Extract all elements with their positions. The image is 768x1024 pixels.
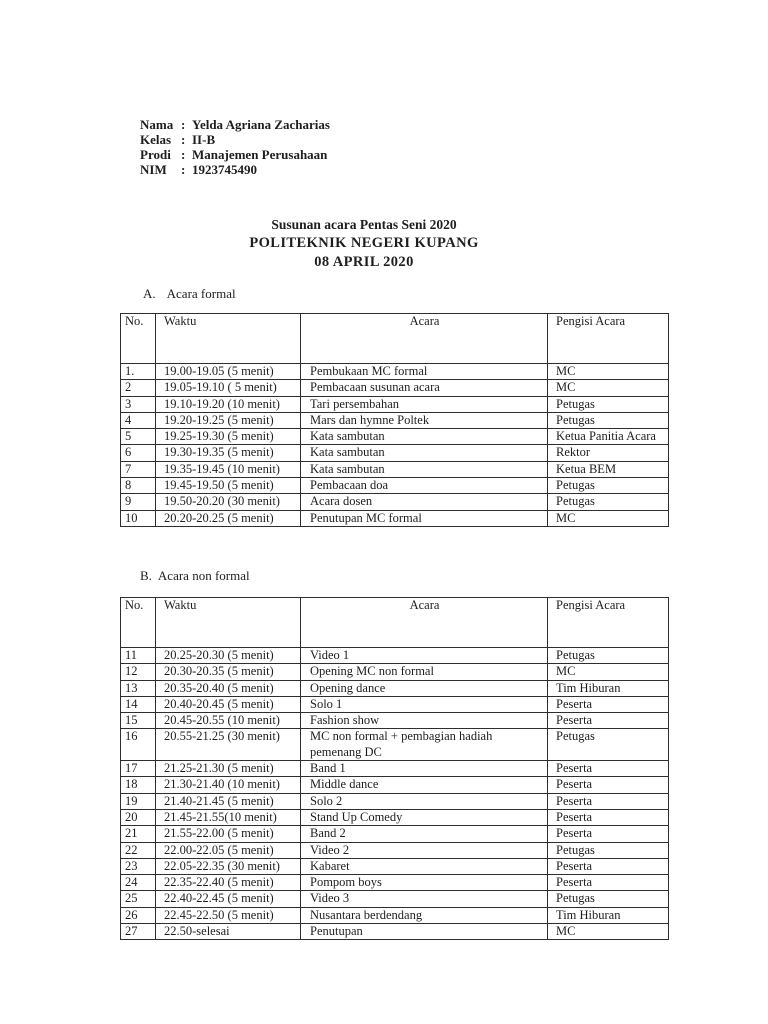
acara-cell: Kata sambutan bbox=[301, 429, 548, 445]
pengisi-acara-cell: Petugas bbox=[548, 396, 669, 412]
waktu-cell: 22.00-22.05 (5 menit) bbox=[156, 842, 301, 858]
table-row bbox=[121, 793, 669, 809]
waktu-cell: 19.35-19.45 (10 menit) bbox=[156, 461, 301, 477]
acara-cell: Opening dance bbox=[301, 680, 548, 696]
table-row bbox=[121, 412, 669, 428]
no-cell: 16 bbox=[121, 729, 156, 761]
waktu-cell: 20.45-20.55 (10 menit) bbox=[156, 713, 301, 729]
pengisi-acara-cell: MC bbox=[548, 664, 669, 680]
no-cell: 11 bbox=[121, 648, 156, 664]
no-cell: 12 bbox=[121, 664, 156, 680]
pengisi-acara-cell: Peserta bbox=[548, 809, 669, 825]
field-value: Yelda Agriana Zacharias bbox=[192, 117, 330, 132]
table-row bbox=[121, 875, 669, 891]
acara-cell: Pembacaan doa bbox=[301, 478, 548, 494]
student-info-line-kelas bbox=[140, 132, 330, 147]
waktu-cell: 19.50-20.20 (30 menit) bbox=[156, 494, 301, 510]
pengisi-acara-cell: Peserta bbox=[548, 793, 669, 809]
pengisi-acara-cell: Peserta bbox=[548, 875, 669, 891]
table-row bbox=[121, 924, 669, 940]
pengisi-acara-cell: MC bbox=[548, 924, 669, 940]
acara-cell: Stand Up Comedy bbox=[301, 809, 548, 825]
acara-cell: Video 2 bbox=[301, 842, 548, 858]
pengisi-acara-cell: MC bbox=[548, 380, 669, 396]
pengisi-acara-cell: MC bbox=[548, 364, 669, 380]
student-info-line-nama bbox=[140, 117, 330, 132]
waktu-cell: 19.20-19.25 (5 menit) bbox=[156, 412, 301, 428]
no-cell: 21 bbox=[121, 826, 156, 842]
table-row bbox=[121, 478, 669, 494]
acara-cell: Pompom boys bbox=[301, 875, 548, 891]
field-value: II-B bbox=[192, 132, 216, 147]
table-row bbox=[121, 777, 669, 793]
acara-cell: Kabaret bbox=[301, 858, 548, 874]
document-title bbox=[120, 215, 608, 272]
section-title: Acara non formal bbox=[157, 568, 250, 583]
acara-cell: Band 1 bbox=[301, 761, 548, 777]
pengisi-acara-cell: Petugas bbox=[548, 478, 669, 494]
waktu-cell: 20.35-20.40 (5 menit) bbox=[156, 680, 301, 696]
waktu-cell: 21.55-22.00 (5 menit) bbox=[156, 826, 301, 842]
field-label: NIM bbox=[140, 162, 167, 177]
table-row bbox=[121, 696, 669, 712]
student-info-line-prodi bbox=[140, 147, 330, 162]
field-colon: : bbox=[181, 132, 186, 147]
table-row bbox=[121, 826, 669, 842]
no-cell: 27 bbox=[121, 924, 156, 940]
table-row bbox=[121, 380, 669, 396]
header-row bbox=[121, 598, 669, 648]
field-label: Prodi bbox=[140, 147, 171, 162]
no-cell: 3 bbox=[121, 396, 156, 412]
column-header: Waktu bbox=[156, 314, 301, 364]
no-cell: 23 bbox=[121, 858, 156, 874]
header-row bbox=[121, 314, 669, 364]
no-cell: 1. bbox=[121, 364, 156, 380]
student-info bbox=[140, 117, 330, 177]
acara-cell: Video 1 bbox=[301, 648, 548, 664]
table-row bbox=[121, 664, 669, 680]
field-label: Kelas bbox=[140, 132, 172, 147]
field-colon: : bbox=[181, 162, 186, 177]
table-row bbox=[121, 396, 669, 412]
no-cell: 13 bbox=[121, 680, 156, 696]
waktu-cell: 19.30-19.35 (5 menit) bbox=[156, 445, 301, 461]
table-row bbox=[121, 680, 669, 696]
no-cell: 9 bbox=[121, 494, 156, 510]
table-row bbox=[121, 761, 669, 777]
column-header: No. bbox=[121, 598, 156, 648]
field-colon: : bbox=[181, 117, 186, 132]
table-row bbox=[121, 858, 669, 874]
no-cell: 25 bbox=[121, 891, 156, 907]
acara-cell: Band 2 bbox=[301, 826, 548, 842]
pengisi-acara-cell: Peserta bbox=[548, 761, 669, 777]
table-row bbox=[121, 729, 669, 761]
no-cell: 22 bbox=[121, 842, 156, 858]
section-marker: A. bbox=[143, 286, 156, 301]
pengisi-acara-cell: Rektor bbox=[548, 445, 669, 461]
title-line-event: Susunan acara Pentas Seni 2020 bbox=[271, 217, 457, 232]
acara-cell: Solo 1 bbox=[301, 696, 548, 712]
acara-cell: Acara dosen bbox=[301, 494, 548, 510]
waktu-cell: 19.10-19.20 (10 menit) bbox=[156, 396, 301, 412]
waktu-cell: 19.00-19.05 (5 menit) bbox=[156, 364, 301, 380]
no-cell: 14 bbox=[121, 696, 156, 712]
table-row bbox=[121, 891, 669, 907]
waktu-cell: 21.30-21.40 (10 menit) bbox=[156, 777, 301, 793]
no-cell: 4 bbox=[121, 412, 156, 428]
acara-cell: Pembukaan MC formal bbox=[301, 364, 548, 380]
waktu-cell: 22.45-22.50 (5 menit) bbox=[156, 907, 301, 923]
waktu-cell: 21.25-21.30 (5 menit) bbox=[156, 761, 301, 777]
table-row bbox=[121, 648, 669, 664]
acara-cell: Middle dance bbox=[301, 777, 548, 793]
no-cell: 15 bbox=[121, 713, 156, 729]
no-cell: 2 bbox=[121, 380, 156, 396]
acara-cell: Nusantara berdendang bbox=[301, 907, 548, 923]
no-cell: 20 bbox=[121, 809, 156, 825]
waktu-cell: 20.55-21.25 (30 menit) bbox=[156, 729, 301, 761]
waktu-cell: 20.20-20.25 (5 menit) bbox=[156, 510, 301, 526]
acara-cell: Penutupan MC formal bbox=[301, 510, 548, 526]
acara-cell: Tari persembahan bbox=[301, 396, 548, 412]
pengisi-acara-cell: Ketua BEM bbox=[548, 461, 669, 477]
table-row bbox=[121, 842, 669, 858]
no-cell: 8 bbox=[121, 478, 156, 494]
table-row bbox=[121, 364, 669, 380]
pengisi-acara-cell: Ketua Panitia Acara bbox=[548, 429, 669, 445]
column-header: Pengisi Acara bbox=[548, 314, 669, 364]
pengisi-acara-cell: Petugas bbox=[548, 729, 669, 761]
section-b-heading bbox=[140, 569, 250, 583]
pengisi-acara-cell: Peserta bbox=[548, 713, 669, 729]
waktu-cell: 22.35-22.40 (5 menit) bbox=[156, 875, 301, 891]
waktu-cell: 22.05-22.35 (30 menit) bbox=[156, 858, 301, 874]
waktu-cell: 20.25-20.30 (5 menit) bbox=[156, 648, 301, 664]
no-cell: 26 bbox=[121, 907, 156, 923]
column-header: Acara bbox=[301, 598, 548, 648]
field-value: 1923745490 bbox=[192, 162, 257, 177]
waktu-cell: 19.45-19.50 (5 menit) bbox=[156, 478, 301, 494]
table-row bbox=[121, 429, 669, 445]
table-row bbox=[121, 713, 669, 729]
title-line-institution: POLITEKNIK NEGERI KUPANG bbox=[249, 235, 479, 251]
pengisi-acara-cell: Petugas bbox=[548, 648, 669, 664]
acara-cell: Kata sambutan bbox=[301, 445, 548, 461]
acara-non-formal-table bbox=[120, 597, 669, 940]
pengisi-acara-cell: Petugas bbox=[548, 412, 669, 428]
acara-cell: Kata sambutan bbox=[301, 461, 548, 477]
pengisi-acara-cell: Petugas bbox=[548, 494, 669, 510]
pengisi-acara-cell: Peserta bbox=[548, 858, 669, 874]
acara-cell: Video 3 bbox=[301, 891, 548, 907]
pengisi-acara-cell: Peserta bbox=[548, 777, 669, 793]
column-header: No. bbox=[121, 314, 156, 364]
table-row bbox=[121, 809, 669, 825]
acara-cell: Solo 2 bbox=[301, 793, 548, 809]
no-cell: 6 bbox=[121, 445, 156, 461]
acara-cell: Penutupan bbox=[301, 924, 548, 940]
section-marker: B. bbox=[140, 568, 152, 583]
section-a-heading bbox=[143, 287, 236, 301]
acara-cell: Mars dan hymne Poltek bbox=[301, 412, 548, 428]
no-cell: 24 bbox=[121, 875, 156, 891]
waktu-cell: 19.25-19.30 (5 menit) bbox=[156, 429, 301, 445]
column-header: Pengisi Acara bbox=[548, 598, 669, 648]
no-cell: 17 bbox=[121, 761, 156, 777]
no-cell: 7 bbox=[121, 461, 156, 477]
acara-formal-table bbox=[120, 313, 669, 527]
field-label: Nama bbox=[140, 117, 174, 132]
no-cell: 10 bbox=[121, 510, 156, 526]
no-cell: 19 bbox=[121, 793, 156, 809]
waktu-cell: 22.40-22.45 (5 menit) bbox=[156, 891, 301, 907]
pengisi-acara-cell: MC bbox=[548, 510, 669, 526]
pengisi-acara-cell: Petugas bbox=[548, 891, 669, 907]
field-value: Manajemen Perusahaan bbox=[192, 147, 328, 162]
pengisi-acara-cell: Tim Hiburan bbox=[548, 680, 669, 696]
acara-cell: Fashion show bbox=[301, 713, 548, 729]
waktu-cell: 21.40-21.45 (5 menit) bbox=[156, 793, 301, 809]
waktu-cell: 20.40-20.45 (5 menit) bbox=[156, 696, 301, 712]
column-header: Acara bbox=[301, 314, 548, 364]
table-row bbox=[121, 510, 669, 526]
table-row bbox=[121, 907, 669, 923]
field-colon: : bbox=[181, 147, 186, 162]
pengisi-acara-cell: Petugas bbox=[548, 842, 669, 858]
section-title: Acara formal bbox=[166, 286, 236, 301]
pengisi-acara-cell: Peserta bbox=[548, 696, 669, 712]
column-header: Waktu bbox=[156, 598, 301, 648]
table-row bbox=[121, 494, 669, 510]
waktu-cell: 19.05-19.10 ( 5 menit) bbox=[156, 380, 301, 396]
waktu-cell: 22.50-selesai bbox=[156, 924, 301, 940]
acara-cell: Opening MC non formal bbox=[301, 664, 548, 680]
table-row bbox=[121, 445, 669, 461]
title-line-date: 08 APRIL 2020 bbox=[314, 254, 414, 270]
acara-cell: MC non formal + pembagian hadiah pemenang DC bbox=[301, 729, 548, 761]
waktu-cell: 20.30-20.35 (5 menit) bbox=[156, 664, 301, 680]
pengisi-acara-cell: Peserta bbox=[548, 826, 669, 842]
pengisi-acara-cell: Tim Hiburan bbox=[548, 907, 669, 923]
acara-cell: Pembacaan susunan acara bbox=[301, 380, 548, 396]
no-cell: 5 bbox=[121, 429, 156, 445]
waktu-cell: 21.45-21.55(10 menit) bbox=[156, 809, 301, 825]
no-cell: 18 bbox=[121, 777, 156, 793]
table-row bbox=[121, 461, 669, 477]
student-info-line-nim bbox=[140, 162, 330, 177]
